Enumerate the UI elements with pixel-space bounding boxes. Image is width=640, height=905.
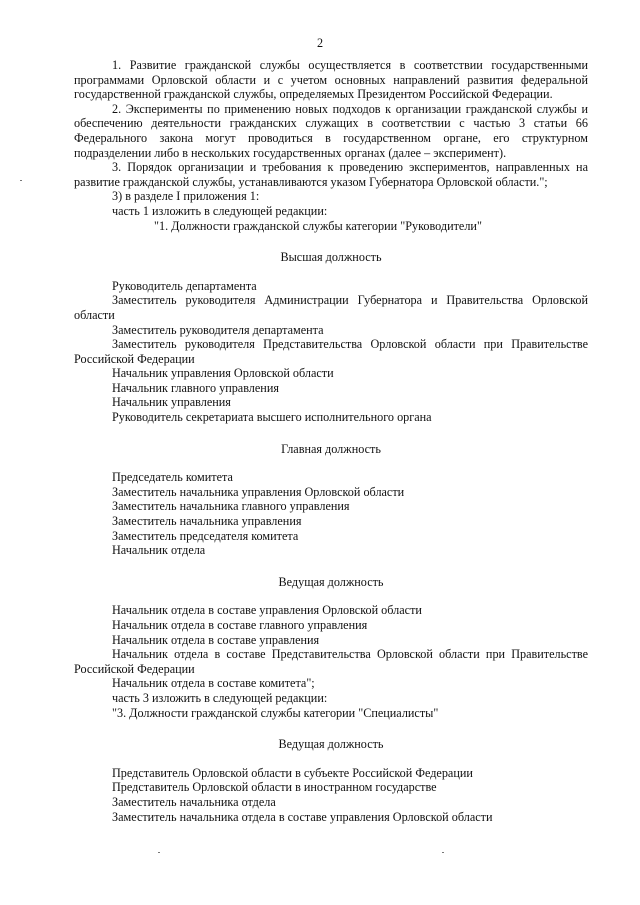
list-item: Заместитель начальника отдела	[112, 794, 276, 809]
list-item: Начальник отдела в составе Представительства Орловской области при Правительстве Российской Федерации	[74, 647, 588, 676]
paragraph: 1. Развитие гражданской службы осуществляется в соответствии государственными программами Орловской области и с учетом основных направлений развития федеральной государственной гражданской службы, определяемых Президентом Российской Федерации.	[74, 58, 588, 102]
list-item: Представитель Орловской области в иностранном государстве	[112, 780, 437, 795]
list-item: часть 3 изложить в следующей редакции:	[112, 690, 328, 705]
list-item: Заместитель начальника главного управления	[112, 499, 350, 514]
list-item: Заместитель руководителя Администрации Губернатора и Правительства Орловской области	[74, 293, 588, 322]
list-item: Начальник главного управления	[112, 380, 279, 395]
scan-speck	[442, 852, 444, 853]
list-item: Руководитель департамента	[112, 278, 257, 293]
section-heading: Ведущая должность	[278, 737, 384, 752]
list-item: Руководитель секретариата высшего исполнительного органа	[112, 410, 432, 425]
list-item: Заместитель начальника управления	[112, 514, 302, 529]
document-body	[74, 58, 588, 824]
scan-speck	[20, 180, 22, 181]
list-item: Начальник отдела	[112, 543, 206, 558]
quoted-title: "3. Должности гражданской службы категории "Специалисты"	[112, 705, 439, 720]
list-item: Заместитель руководителя Представительства Орловской области при Правительстве Российской Федерации	[74, 337, 588, 366]
list-item: Заместитель председателя комитета	[112, 528, 299, 543]
list-item: Председатель комитета	[112, 470, 233, 485]
list-item: Заместитель руководителя департамента	[112, 322, 324, 337]
scan-speck	[158, 852, 160, 853]
list-item: Начальник отдела в составе управления Орловской области	[112, 603, 422, 618]
list-item: Начальник отдела в составе управления	[112, 632, 320, 647]
list-item: Заместитель начальника управления Орловской области	[112, 484, 405, 499]
quoted-title: "1. Должности гражданской службы категории "Руководители"	[154, 218, 482, 233]
section-heading: Ведущая должность	[278, 574, 384, 589]
list-item: Начальник управления	[112, 395, 231, 410]
list-item: Начальник отдела в составе комитета";	[112, 676, 315, 691]
list-item: Представитель Орловской области в субъекте Российской Федерации	[112, 765, 473, 780]
list-item: Начальник отдела в составе главного управления	[112, 618, 368, 632]
paragraph: 2. Эксперименты по применению новых подходов к организации гражданской службы и обеспечению деятельности гражданских служащих в соответствии с частью 3 статьи 66 Федерального закона могут проводиться в государственном органе, его структурном подразделении либо в нескольких государственных органах (далее – эксперимент).	[74, 101, 588, 160]
list-item: Начальник управления Орловской области	[112, 366, 334, 381]
section-heading: Главная должность	[281, 441, 381, 456]
list-item: Заместитель начальника отдела в составе управления Орловской области	[112, 809, 493, 824]
paragraph: 3) в разделе I приложения 1:	[112, 189, 260, 204]
section-heading: Высшая должность	[280, 250, 382, 265]
paragraph: часть 1 изложить в следующей редакции:	[112, 203, 328, 218]
paragraph: 3. Порядок организации и требования к проведению экспериментов, направленных на развитие гражданской службы, устанавливаются указом Губернатора Орловской области.";	[74, 160, 588, 189]
page-number: 2	[316, 36, 324, 50]
